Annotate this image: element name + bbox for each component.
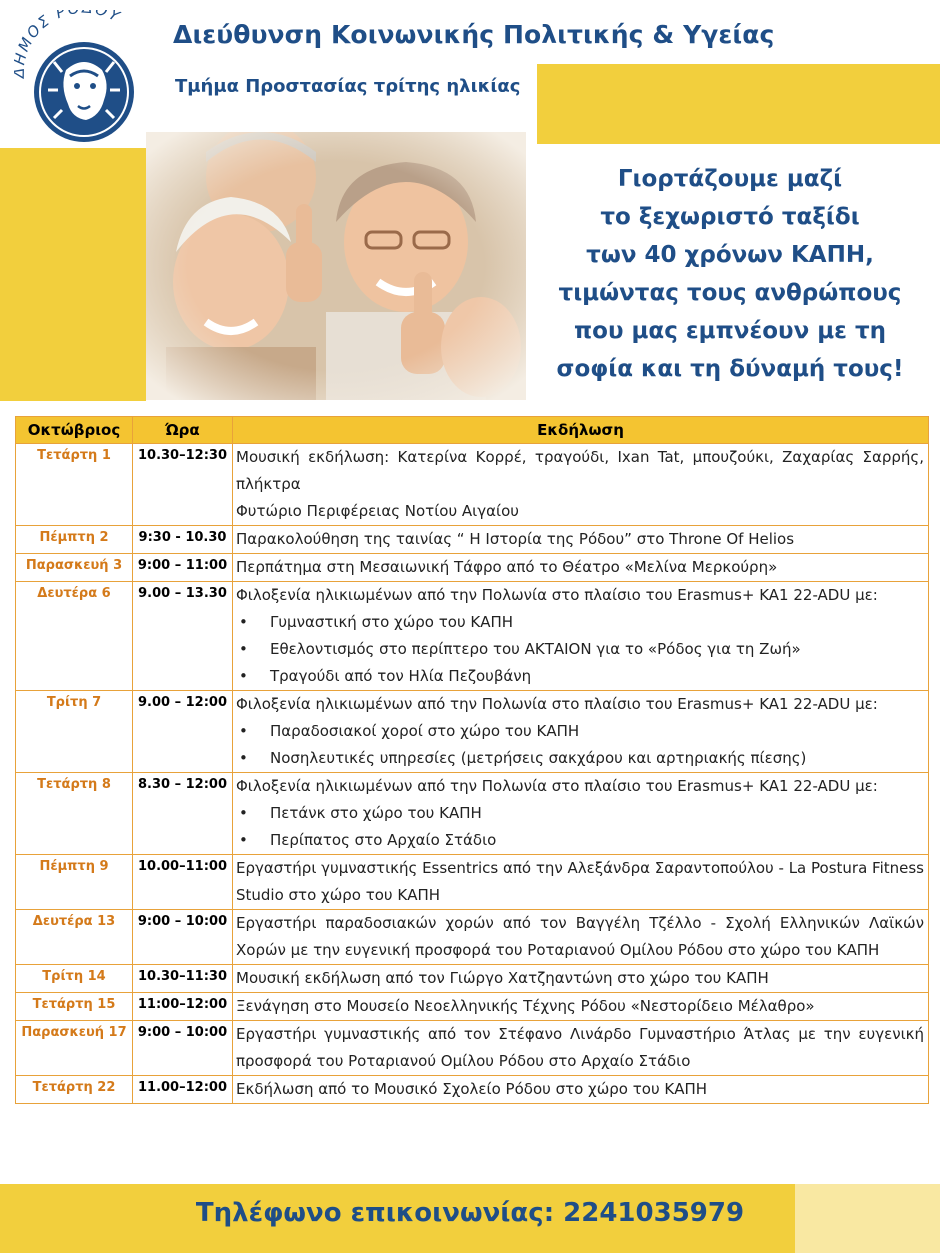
bullet-text: Γυμναστική στο χώρο του ΚΑΠΗ bbox=[270, 613, 514, 631]
events-schedule-table bbox=[15, 416, 929, 1104]
event-description bbox=[233, 582, 929, 691]
subdepartment-title: Τμήμα Προστασίας τρίτης ηλικίας bbox=[175, 76, 521, 97]
event-day: Πέμπτη 9 bbox=[16, 855, 133, 910]
decor-block-top-right bbox=[537, 64, 940, 144]
slogan-line: τιμώντας τους ανθρώπους bbox=[558, 280, 902, 306]
bullet-icon: • bbox=[239, 831, 248, 849]
table-row bbox=[16, 444, 929, 526]
event-text: Παρακολούθηση της ταινίας “ Η Ιστορία της Ρόδου” στο Throne Of Helios bbox=[236, 530, 795, 548]
event-text: Εργαστήρι γυμναστικής από τον Στέφανο Λινάρδο Γυμναστήριο Άτλας με την ευγενική προσφορά του Ροταριανού Ομίλου Ρόδου στο Αρχαίο Στάδιο bbox=[236, 1025, 924, 1070]
event-day: Δευτέρα 13 bbox=[16, 910, 133, 965]
event-text: Φιλοξενία ηλικιωμένων από την Πολωνία στο πλαίσιο του Erasmus+ KA1 22-ADU με: bbox=[236, 777, 878, 795]
event-text: Εκδήλωση από το Μουσικό Σχολείο Ρόδου στο χώρο του ΚΑΠΗ bbox=[236, 1080, 708, 1098]
list-item bbox=[236, 636, 924, 663]
slogan-line: των 40 χρόνων ΚΑΠΗ, bbox=[586, 242, 874, 268]
list-item bbox=[236, 663, 924, 690]
event-day: Τρίτη 14 bbox=[16, 965, 133, 993]
bullet-icon: • bbox=[239, 667, 248, 685]
column-header-day: Οκτώβριος bbox=[16, 417, 133, 444]
event-time: 10.00–11:00 bbox=[133, 855, 233, 910]
table-row bbox=[16, 910, 929, 965]
event-bullet-list bbox=[236, 800, 924, 854]
event-description bbox=[233, 965, 929, 993]
event-time: 11.00–12:00 bbox=[133, 1076, 233, 1104]
list-item bbox=[236, 718, 924, 745]
decor-block-left bbox=[0, 148, 146, 401]
table-row bbox=[16, 993, 929, 1021]
table-row bbox=[16, 1021, 929, 1076]
event-description bbox=[233, 773, 929, 855]
event-time: 9.00 – 12:00 bbox=[133, 691, 233, 773]
municipality-logo bbox=[14, 10, 154, 145]
bullet-icon: • bbox=[239, 640, 248, 658]
event-time: 11:00–12:00 bbox=[133, 993, 233, 1021]
table-row bbox=[16, 554, 929, 582]
bullet-icon: • bbox=[239, 722, 248, 740]
event-text: Εργαστήρι γυμναστικής Essentrics από την Αλεξάνδρα Σαραντοπούλου - La Postura Fitness Studio στο χώρο του ΚΑΠΗ bbox=[236, 859, 924, 904]
bullet-text: Τραγούδι από τον Ηλία Πεζουβάνη bbox=[270, 667, 532, 685]
celebration-slogan bbox=[540, 160, 920, 388]
event-time: 10.30–12:30 bbox=[133, 444, 233, 526]
event-time: 9.00 – 13.30 bbox=[133, 582, 233, 691]
logo-text: ΜΟΣ Ρ ΟΥ bbox=[14, 10, 125, 55]
table-row bbox=[16, 526, 929, 554]
bullet-text: Εθελοντισμός στο περίπτερο του ΑΚΤΑΙΟΝ για το «Ρόδος για τη Ζωή» bbox=[270, 640, 801, 658]
table-row bbox=[16, 691, 929, 773]
table-row bbox=[16, 965, 929, 993]
event-description bbox=[233, 554, 929, 582]
event-time: 9:00 – 10:00 bbox=[133, 910, 233, 965]
event-day: Παρασκευή 3 bbox=[16, 554, 133, 582]
department-title: Διεύθυνση Κοινωνικής Πολιτικής & Υγείας bbox=[173, 20, 775, 49]
list-item bbox=[236, 745, 924, 772]
table-header-row bbox=[16, 417, 929, 444]
bullet-icon: • bbox=[239, 749, 248, 767]
event-day: Τρίτη 7 bbox=[16, 691, 133, 773]
slogan-line: Γιορτάζουμε μαζί bbox=[617, 166, 843, 192]
list-item bbox=[236, 827, 924, 854]
event-text: Φιλοξενία ηλικιωμένων από την Πολωνία στο πλαίσιο του Erasmus+ KA1 22-ADU με: bbox=[236, 586, 878, 604]
event-text: Μουσική εκδήλωση: Κατερίνα Κορρέ, τραγούδι, Ixan Tat, μπουζούκι, Ζαχαρίας Σαρρής, πλήκτρα bbox=[236, 448, 924, 493]
event-time: 10.30–11:30 bbox=[133, 965, 233, 993]
table-row bbox=[16, 1076, 929, 1104]
event-bullet-list bbox=[236, 609, 924, 690]
event-time: 8.30 – 12:00 bbox=[133, 773, 233, 855]
event-time: 9:00 – 11:00 bbox=[133, 554, 233, 582]
event-day: Δευτέρα 6 bbox=[16, 582, 133, 691]
event-day: Πέμπτη 2 bbox=[16, 526, 133, 554]
event-time: 9:00 – 10:00 bbox=[133, 1021, 233, 1076]
list-item bbox=[236, 609, 924, 636]
event-text: Ξενάγηση στο Μουσείο Νεοελληνικής Τέχνης Ρόδου «Νεστορίδειο Μέλαθρο» bbox=[236, 997, 815, 1015]
column-header-time: Ώρα bbox=[133, 417, 233, 444]
bullet-icon: • bbox=[239, 804, 248, 822]
bullet-text: Πετάνκ στο χώρο του ΚΑΠΗ bbox=[270, 804, 482, 822]
event-day: Τετάρτη 22 bbox=[16, 1076, 133, 1104]
event-text: Φιλοξενία ηλικιωμένων από την Πολωνία στο πλαίσιο του Erasmus+ KA1 22-ADU με: bbox=[236, 695, 878, 713]
table-row bbox=[16, 582, 929, 691]
event-bullet-list bbox=[236, 718, 924, 772]
event-description bbox=[233, 1076, 929, 1104]
event-description bbox=[233, 691, 929, 773]
event-description bbox=[233, 855, 929, 910]
event-text: Φυτώριο Περιφέρειας Νοτίου Αιγαίου bbox=[236, 502, 519, 520]
column-header-event: Εκδήλωση bbox=[233, 417, 929, 444]
event-text: Εργαστήρι παραδοσιακών χορών από τον Βαγγέλη Τζέλλο - Σχολή Ελληνικών Λαϊκών Χορών με την ευγενική προσφορά του Ροταριανού Ομίλου Ρόδου στο χώρο του ΚΑΠΗ bbox=[236, 914, 924, 959]
table-row bbox=[16, 855, 929, 910]
bullet-text: Νοσηλευτικές υπηρεσίες (μετρήσεις σακχάρου και αρτηριακής πίεσης) bbox=[270, 749, 807, 767]
event-description bbox=[233, 910, 929, 965]
event-day: Τετάρτη 15 bbox=[16, 993, 133, 1021]
bullet-text: Παραδοσιακοί χοροί στο χώρο του ΚΑΠΗ bbox=[270, 722, 580, 740]
event-day: Τετάρτη 8 bbox=[16, 773, 133, 855]
table-row bbox=[16, 773, 929, 855]
event-text: Περπάτημα στη Μεσαιωνική Τάφρο από το Θέατρο «Μελίνα Μερκούρη» bbox=[236, 558, 778, 576]
event-time: 9:30 - 10.30 bbox=[133, 526, 233, 554]
bullet-text: Περίπατος στο Αρχαίο Στάδιο bbox=[270, 831, 497, 849]
seniors-photo bbox=[146, 132, 526, 400]
event-day: Παρασκευή 17 bbox=[16, 1021, 133, 1076]
list-item bbox=[236, 800, 924, 827]
slogan-line: σοφία και τη δύναμή τους! bbox=[556, 356, 904, 382]
event-description bbox=[233, 444, 929, 526]
event-description bbox=[233, 1021, 929, 1076]
slogan-line: το ξεχωριστό ταξίδι bbox=[600, 204, 860, 230]
event-description bbox=[233, 993, 929, 1021]
event-description bbox=[233, 526, 929, 554]
bullet-icon: • bbox=[239, 613, 248, 631]
slogan-line: που μας εμπνέουν με τη bbox=[573, 318, 887, 344]
event-text: Μουσική εκδήλωση από τον Γιώργο Χατζηαντώνη στο χώρο του ΚΑΠΗ bbox=[236, 969, 769, 987]
event-day: Τετάρτη 1 bbox=[16, 444, 133, 526]
contact-phone: Τηλέφωνο επικοινωνίας: 2241035979 bbox=[195, 1198, 745, 1228]
